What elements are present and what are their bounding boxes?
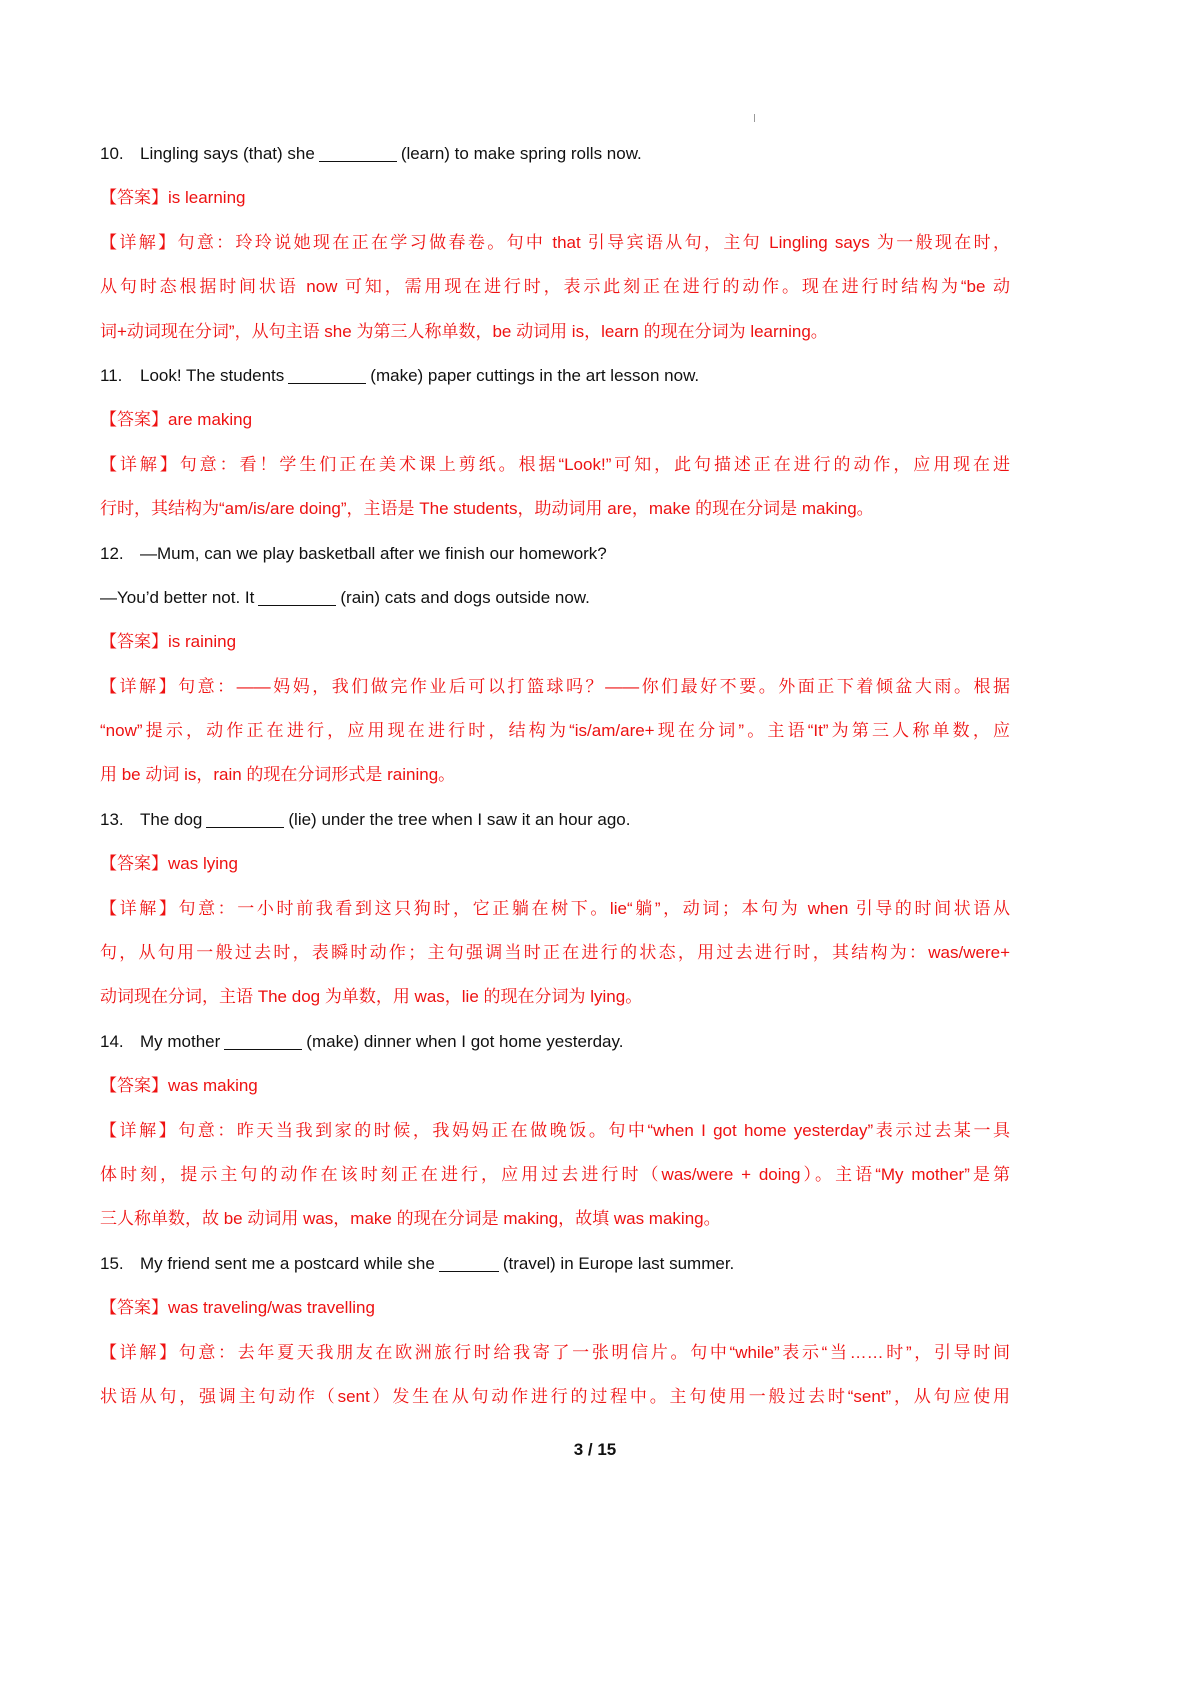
detail-line (100, 709, 1010, 753)
question-line (100, 576, 1010, 620)
answer-text: was making (168, 1076, 258, 1096)
answer-text: are making (168, 410, 253, 430)
detail-line (100, 443, 1010, 487)
answer-blank (439, 1253, 499, 1272)
answer-text: was traveling/was travelling (168, 1298, 375, 1318)
exercise-item (100, 798, 1010, 1020)
detail-text: 从句时态根据时间状语 now 可知，需用现在进行时，表示此刻正在进行的动作。现在进行时结构为“be 动 (100, 277, 1010, 297)
answer-text: is raining (168, 632, 237, 652)
exercise-item (100, 1020, 1010, 1242)
question-number: 15. (100, 1253, 124, 1273)
exercise-item (100, 1242, 1010, 1420)
question-line (100, 798, 1010, 842)
question-text: Lingling says (that) she (140, 144, 315, 163)
question-text: —You’d better not. It (100, 587, 255, 607)
detail-line (100, 931, 1010, 975)
answer-tag: 【答案】 (100, 1076, 168, 1096)
detail-line (100, 1375, 1010, 1419)
answer-line (100, 620, 1010, 664)
detail-tag: 【详解】 (100, 1342, 179, 1362)
detail-tag: 【详解】 (100, 454, 180, 474)
detail-line (100, 665, 1010, 709)
document-content (100, 132, 1010, 1419)
question-line (100, 132, 1010, 176)
answer-blank (288, 365, 366, 384)
question-text-after: (travel) in Europe last summer. (502, 1253, 735, 1273)
question-number: 11. (100, 365, 123, 385)
answer-tag: 【答案】 (100, 632, 168, 652)
detail-line (100, 887, 1010, 931)
detail-tag: 【详解】 (100, 898, 179, 918)
question-text: My mother (140, 1031, 221, 1051)
detail-line (100, 753, 1010, 797)
answer-line (100, 176, 1010, 220)
question-number: 13. (100, 809, 124, 829)
detail-line (100, 265, 1010, 309)
answer-tag: 【答案】 (100, 854, 168, 874)
question-text: The dog (140, 809, 203, 829)
answer-line (100, 1286, 1010, 1330)
exercise-item (100, 532, 1010, 798)
question-text: My friend sent me a postcard while she (140, 1253, 435, 1273)
detail-text: 句意：——妈妈，我们做完作业后可以打篮球吗？——你们最好不要。外面正下着倾盆大雨。根据 (178, 676, 1011, 696)
detail-line (100, 1197, 1010, 1241)
question-text: Look! The students (140, 365, 285, 385)
page-indicator: 3 / 15 (573, 1440, 617, 1459)
detail-tag: 【详解】 (100, 232, 178, 252)
answer-line (100, 1064, 1010, 1108)
detail-line (100, 1331, 1010, 1375)
detail-text: 用 be 动词 is，rain 的现在分词形式是 raining。 (100, 765, 456, 785)
answer-line (100, 398, 1010, 442)
detail-line (100, 487, 1010, 531)
detail-line (100, 221, 1010, 265)
answer-blank (224, 1031, 302, 1050)
answer-blank (258, 587, 336, 606)
detail-text: 三人称单数，故 be 动词用 was，make 的现在分词是 making，故填 was making。 (100, 1209, 721, 1229)
detail-text: 体时刻，提示主句的动作在该时刻正在进行，应用过去进行时（was/were + doing）。主语“My mother”是第 (100, 1164, 1010, 1184)
question-text-after: (learn) to make spring rolls now. (400, 144, 642, 163)
question-line (100, 1242, 1010, 1286)
answer-line (100, 842, 1010, 886)
detail-text: “now”提示，动作正在进行，应用现在进行时，结构为“is/am/are+现在分词”。主语“It”为第三人称单数，应 (100, 721, 1010, 741)
detail-line (100, 1109, 1010, 1153)
question-number: 14. (100, 1031, 124, 1051)
exercise-item (100, 132, 1010, 354)
detail-text: 动词现在分词，主语 The dog 为单数，用 was，lie 的现在分词为 lying。 (100, 987, 643, 1007)
question-line (100, 1020, 1010, 1064)
detail-text: 句意：昨天当我到家的时候，我妈妈正在做晚饭。句中“when I got home yesterday”表示过去某一具 (178, 1120, 1011, 1140)
question-text-after: (make) dinner when I got home yesterday. (306, 1031, 624, 1051)
detail-tag: 【详解】 (100, 676, 179, 696)
detail-line (100, 310, 1010, 354)
question-text-after: (make) paper cuttings in the art lesson now. (370, 365, 700, 385)
question-text-after: (lie) under the tree when I saw it an hour ago. (288, 809, 631, 829)
exercise-item (100, 354, 1010, 532)
question-number: 10. (100, 144, 124, 163)
detail-text: 行时，其结构为“am/is/are doing”，主语是 The students，助动词用 are，make 的现在分词是 making。 (100, 499, 874, 519)
answer-tag: 【答案】 (100, 188, 168, 208)
question-text-after: (rain) cats and dogs outside now. (340, 587, 590, 607)
detail-text: 句意：一小时前我看到这只狗时，它正躺在树下。lie“躺”，动词；本句为 when 引导的时间状语从 (178, 898, 1010, 918)
answer-blank (319, 143, 397, 162)
question-line (100, 532, 1010, 576)
detail-text: 句意：看！学生们正在美术课上剪纸。根据“Look!”可知，此句描述正在进行的动作，应用现在进 (179, 454, 1010, 474)
detail-line (100, 975, 1010, 1019)
cursor-mark (754, 114, 755, 122)
detail-tag: 【详解】 (100, 1120, 179, 1140)
detail-text: 句，从句用一般过去时，表瞬时动作；主句强调当时正在进行的状态，用过去进行时，其结构为：was/were+ (100, 943, 1010, 963)
question-line (100, 354, 1010, 398)
detail-text: 状语从句，强调主句动作（sent）发生在从句动作进行的过程中。主句使用一般过去时“sent”，从句应使用 (100, 1386, 1010, 1406)
detail-line (100, 1153, 1010, 1197)
answer-text: is learning (168, 188, 246, 208)
answer-tag: 【答案】 (100, 410, 168, 430)
question-text: —Mum, can we play basketball after we finish our homework? (140, 543, 607, 563)
answer-blank (206, 809, 284, 828)
answer-text: was lying (168, 854, 238, 874)
detail-text: 句意：去年夏天我朋友在欧洲旅行时给我寄了一张明信片。句中“while”表示“当……时”，引导时间 (178, 1342, 1011, 1362)
question-number: 12. (100, 543, 124, 563)
detail-text: 词+动词现在分词”，从句主语 she 为第三人称单数，be 动词用 is，learn 的现在分词为 learning。 (100, 321, 828, 341)
detail-text: 句意：玲玲说她现在正在学习做春卷。句中 that 引导宾语从句，主句 Lingling says 为一般现在时， (177, 232, 1011, 252)
answer-tag: 【答案】 (100, 1298, 168, 1318)
